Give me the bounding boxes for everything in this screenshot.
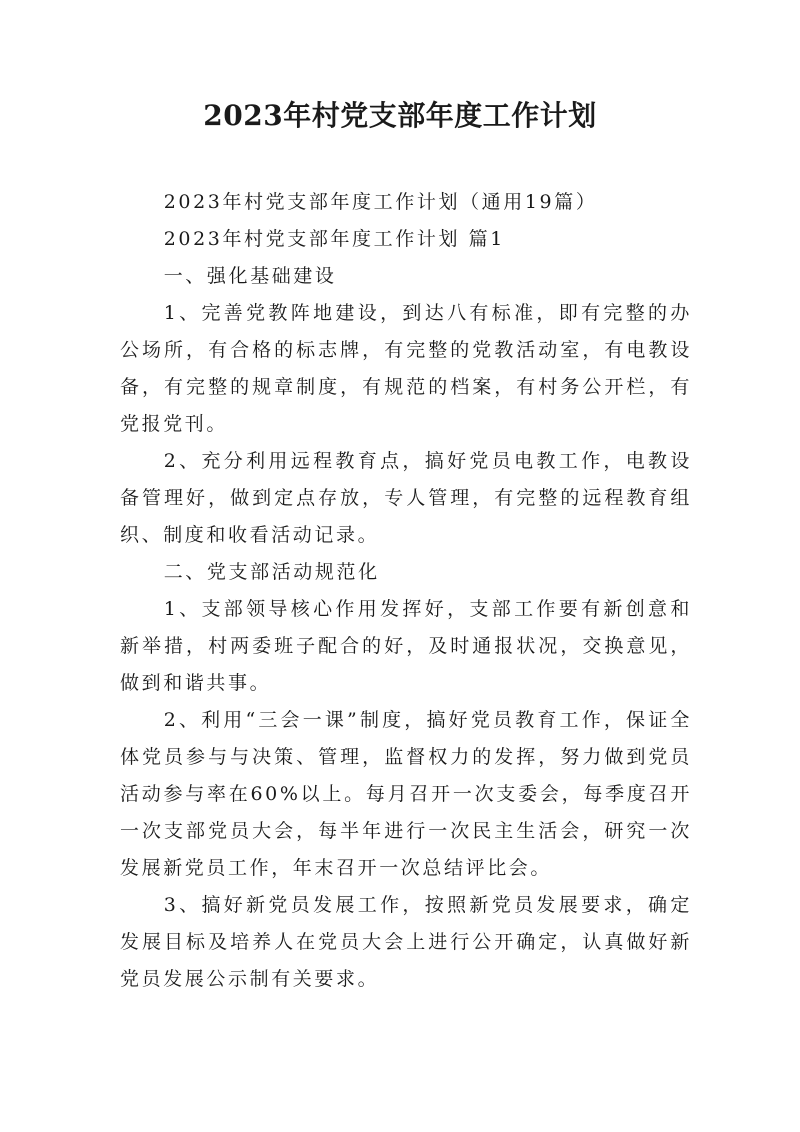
paragraph-collection-title: 2023年村党支部年度工作计划（通用19篇） [163, 191, 598, 213]
paragraph-item-4: 2、利用“三会一课”制度，搞好党员教育工作，保证全体党员参与与决策、管理，监督权力的发挥，努力做到党员活动参与率在60%以上。每月召开一次支委会，每季度召开一次支部党员大会，每半年进行一次民主生活会，研究一次发展新党员工作，年末召开一次总结评比会。 [120, 709, 692, 879]
paragraph-article-title: 2023年村党支部年度工作计划 篇1 [163, 228, 505, 250]
paragraph-item-2: 2、充分利用远程教育点，搞好党员电教工作，电教设备管理好，做到定点存放，专人管理，有完整的远程教育组织、制度和收看活动记录。 [120, 450, 692, 546]
section-heading-branch-activities: 二、党支部活动规范化 [163, 561, 380, 583]
paragraph-item-3: 1、支部领导核心作用发挥好，支部工作要有新创意和新举措，村两委班子配合的好，及时通报状况，交换意见，做到和谐共事。 [120, 598, 692, 694]
section-heading-basic-construction: 一、强化基础建设 [163, 265, 337, 287]
paragraph-item-5: 3、搞好新党员发展工作，按照新党员发展要求，确定发展目标及培养人在党员大会上进行公开确定，认真做好新党员发展公示制有关要求。 [120, 894, 692, 990]
document-body [120, 184, 692, 998]
document-title: 2023年村党支部年度工作计划 [203, 99, 597, 132]
paragraph-item-1: 1、完善党教阵地建设，到达八有标准，即有完整的办公场所，有合格的标志牌，有完整的党教活动室，有电教设备，有完整的规章制度，有规范的档案，有村务公开栏，有党报党刊。 [120, 302, 692, 435]
